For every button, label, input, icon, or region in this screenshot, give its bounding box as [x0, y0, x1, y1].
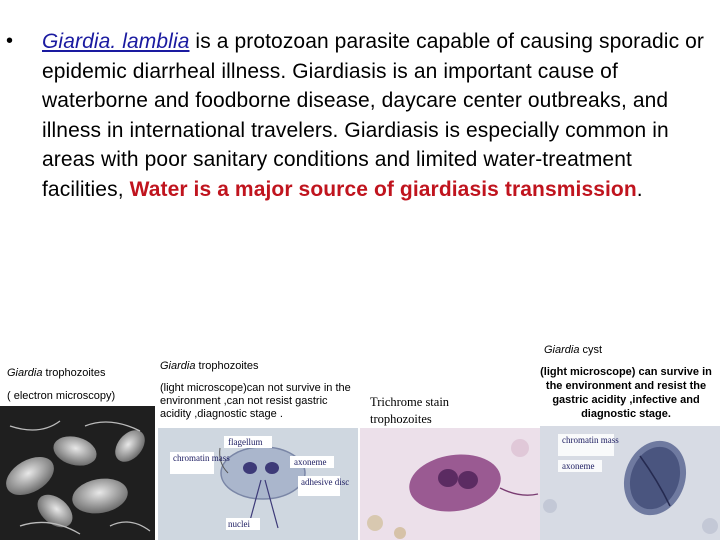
lm-title: trophozoites [195, 360, 259, 372]
trichrome-caption: Trichrome stain trophozoites [370, 395, 450, 426]
paragraph-body: is a protozoan parasite capable of causing sporadic or epidemic diarrheal illness. Giardiasis is an important cause of waterborne and foodborne disease, daycare center outbreaks, and illness in international travelers. Giardiasis is especially common in areas with poor sanitary conditions and limited water-treatment facilities, [42, 30, 704, 201]
label-axoneme: axoneme [294, 457, 327, 467]
giardia-cyst-image [540, 426, 720, 540]
lm-caption-title [160, 360, 258, 373]
lm-caption-desc: (light microscope)can not survive in the environment ,can not resist gastric acidity ,diagnostic stage . [160, 382, 351, 420]
em-caption-title [7, 367, 105, 380]
label-chromatin-mass: chromatin mass [173, 453, 230, 463]
highlight-transmission: Water is a major source of giardiasis transmission [129, 177, 637, 201]
cyst-title: cyst [579, 344, 603, 356]
intro-paragraph [42, 27, 718, 204]
trichrome-stain-image [360, 428, 542, 540]
cyst-caption-title [544, 344, 602, 357]
lm-genus: Giardia [160, 360, 196, 372]
label-flagellum: flagellum [228, 437, 263, 447]
bullet-marker: • [6, 30, 14, 52]
label-nuclei: nuclei [228, 519, 250, 529]
electron-micrograph-image [0, 406, 155, 540]
species-name: Giardia. lamblia [42, 30, 190, 53]
em-genus: Giardia [7, 367, 43, 379]
cyst-genus: Giardia [544, 344, 580, 356]
em-caption-sub: ( electron microscopy) [7, 390, 116, 402]
label-adhesive-disc: adhesive disc [301, 477, 350, 487]
cyst-label-chromatin: chromatin mass [562, 435, 619, 445]
em-title: trophozoites [42, 367, 106, 379]
paragraph-end: . [636, 177, 643, 201]
cyst-label-axoneme: axoneme [562, 461, 595, 471]
cyst-caption-desc: (light microscope) can survive in the environment and resist the gastric acidity ,infective and diagnostic stage. [540, 366, 712, 420]
light-microscope-trophozoite-image [158, 428, 358, 540]
